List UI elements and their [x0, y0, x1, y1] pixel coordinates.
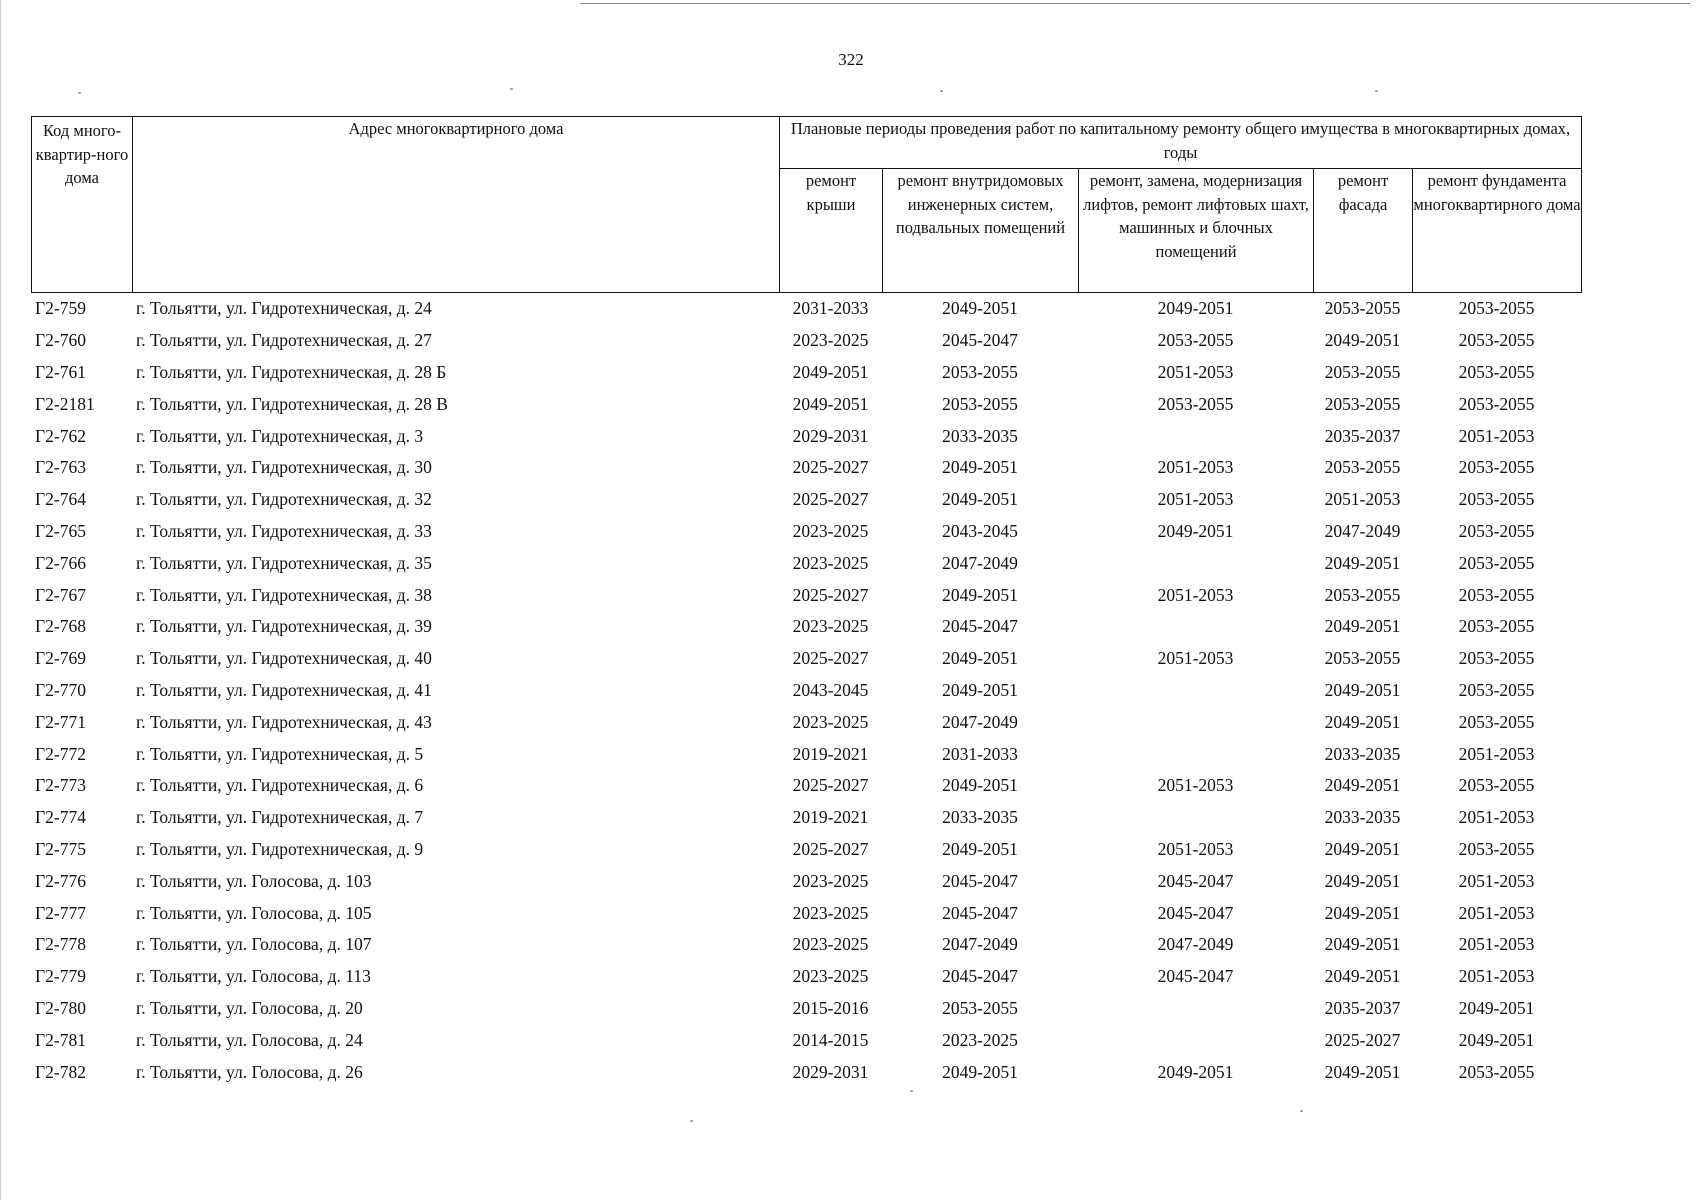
cell-facade: 2049-2051 [1324, 552, 1401, 573]
header-address: Адрес многоквартирного дома [133, 117, 780, 293]
cell-systems: 2053-2055 [942, 997, 1018, 1018]
cell-roof: 2029-2031 [792, 1061, 869, 1082]
cell-facade: 2035-2037 [1324, 997, 1401, 1018]
scan-speck [510, 88, 513, 90]
cell-foundation: 2051-2053 [1458, 743, 1535, 764]
cell-systems: 2045-2047 [942, 902, 1018, 923]
cell-roof: 2023-2025 [792, 520, 869, 541]
cell-systems: 2049-2051 [942, 648, 1018, 669]
cell-foundation: 2053-2055 [1458, 679, 1535, 700]
table-row [31, 834, 1581, 866]
cell-facade: 2035-2037 [1324, 425, 1401, 446]
cell-facade: 2049-2051 [1324, 711, 1401, 732]
cell-address: г. Тольятти, ул. Гидротехническая, д. 24 [136, 298, 432, 319]
cell-code: Г2-782 [35, 1061, 86, 1082]
cell-address: г. Тольятти, ул. Голосова, д. 26 [136, 1061, 363, 1082]
cell-address: г. Тольятти, ул. Гидротехническая, д. 3 [136, 425, 424, 446]
cell-systems: 2047-2049 [942, 934, 1018, 955]
cell-roof: 2015-2016 [792, 997, 869, 1018]
header-lifts: ремонт, замена, модернизация лифтов, ремонт лифтовых шахт, машинных и блочных помещений [1079, 169, 1314, 293]
scan-top-rule [580, 3, 1690, 4]
table-row [31, 802, 1581, 834]
cell-systems: 2053-2055 [942, 361, 1018, 382]
scan-speck [1300, 1110, 1303, 1112]
cell-lifts [1078, 420, 1313, 452]
cell-address: г. Тольятти, ул. Голосова, д. 103 [136, 870, 372, 891]
capital-repair-table [31, 116, 1582, 1088]
cell-address: г. Тольятти, ул. Гидротехническая, д. 33 [136, 520, 432, 541]
cell-roof: 2023-2025 [792, 902, 869, 923]
table-row [31, 579, 1581, 611]
cell-address: г. Тольятти, ул. Гидротехническая, д. 35 [136, 552, 432, 573]
cell-foundation: 2053-2055 [1458, 552, 1535, 573]
table-row [31, 325, 1581, 357]
cell-code: Г2-781 [35, 1029, 86, 1050]
cell-address: г. Тольятти, ул. Голосова, д. 113 [136, 966, 371, 987]
cell-code: Г2-778 [35, 934, 86, 955]
cell-systems: 2049-2051 [942, 584, 1018, 605]
cell-code: Г2-763 [35, 457, 86, 478]
cell-facade: 2049-2051 [1324, 330, 1401, 351]
cell-facade: 2033-2035 [1324, 743, 1401, 764]
header-planned-periods: Плановые периоды проведения работ по капитальному ремонту общего имущества в многоквартирных домах, годы [780, 117, 1582, 169]
cell-foundation: 2053-2055 [1458, 648, 1535, 669]
cell-roof: 2049-2051 [792, 393, 869, 414]
cell-roof: 2031-2033 [792, 298, 869, 319]
cell-lifts: 2051-2053 [1157, 775, 1234, 796]
cell-facade: 2053-2055 [1324, 361, 1401, 382]
cell-address: г. Тольятти, ул. Гидротехническая, д. 40 [136, 648, 432, 669]
cell-foundation: 2051-2053 [1458, 902, 1535, 923]
page-number: 322 [838, 50, 864, 69]
cell-code: Г2-779 [35, 966, 86, 987]
cell-roof: 2025-2027 [792, 489, 869, 510]
cell-code: Г2-774 [35, 807, 86, 828]
cell-roof: 2023-2025 [792, 616, 869, 637]
cell-roof: 2019-2021 [792, 743, 869, 764]
cell-code: Г2-762 [35, 425, 86, 446]
cell-address: г. Тольятти, ул. Гидротехническая, д. 30 [136, 457, 432, 478]
cell-lifts: 2053-2055 [1157, 330, 1234, 351]
cell-systems: 2049-2051 [942, 775, 1018, 796]
cell-lifts: 2053-2055 [1157, 393, 1234, 414]
cell-foundation: 2051-2053 [1458, 966, 1535, 987]
cell-systems: 2043-2045 [942, 520, 1018, 541]
cell-foundation: 2053-2055 [1458, 584, 1535, 605]
cell-facade: 2053-2055 [1324, 457, 1401, 478]
cell-facade: 2051-2053 [1324, 489, 1401, 510]
cell-lifts [1078, 547, 1313, 579]
cell-code: Г2-766 [35, 552, 86, 573]
cell-lifts: 2049-2051 [1157, 1061, 1234, 1082]
cell-lifts [1078, 993, 1313, 1025]
cell-foundation: 2053-2055 [1458, 838, 1535, 859]
cell-address: г. Тольятти, ул. Гидротехническая, д. 41 [136, 679, 432, 700]
cell-facade: 2033-2035 [1324, 807, 1401, 828]
cell-code: Г2-775 [35, 838, 86, 859]
table-row [31, 420, 1581, 452]
cell-foundation: 2051-2053 [1458, 425, 1535, 446]
table-body [31, 293, 1581, 1088]
cell-lifts: 2051-2053 [1157, 361, 1234, 382]
cell-systems: 2047-2049 [942, 552, 1018, 573]
cell-foundation: 2053-2055 [1458, 1061, 1535, 1082]
table-row [31, 611, 1581, 643]
cell-lifts [1078, 802, 1313, 834]
table-row [31, 929, 1581, 961]
scan-edge [0, 0, 1, 1200]
cell-facade: 2053-2055 [1324, 584, 1401, 605]
cell-foundation: 2053-2055 [1458, 489, 1535, 510]
cell-systems: 2031-2033 [942, 743, 1018, 764]
table-row [31, 643, 1581, 675]
cell-facade: 2053-2055 [1324, 648, 1401, 669]
cell-lifts: 2051-2053 [1157, 838, 1234, 859]
cell-roof: 2029-2031 [792, 425, 869, 446]
cell-systems: 2045-2047 [942, 330, 1018, 351]
scan-speck [940, 90, 943, 92]
cell-roof: 2025-2027 [792, 457, 869, 478]
cell-roof: 2023-2025 [792, 711, 869, 732]
table-row [31, 388, 1581, 420]
header-facade: ремонт фасада [1314, 169, 1413, 293]
cell-foundation: 2053-2055 [1458, 775, 1535, 796]
cell-foundation: 2051-2053 [1458, 870, 1535, 891]
cell-address: г. Тольятти, ул. Гидротехническая, д. 32 [136, 489, 432, 510]
table-row [31, 738, 1581, 770]
cell-roof: 2023-2025 [792, 966, 869, 987]
cell-lifts: 2051-2053 [1157, 457, 1234, 478]
cell-systems: 2049-2051 [942, 489, 1018, 510]
cell-systems: 2049-2051 [942, 679, 1018, 700]
cell-lifts: 2051-2053 [1157, 489, 1234, 510]
cell-roof: 2019-2021 [792, 807, 869, 828]
table-row [31, 865, 1581, 897]
cell-address: г. Тольятти, ул. Гидротехническая, д. 38 [136, 584, 432, 605]
cell-foundation: 2053-2055 [1458, 298, 1535, 319]
table-row [31, 897, 1581, 929]
cell-foundation: 2053-2055 [1458, 330, 1535, 351]
cell-lifts: 2047-2049 [1157, 934, 1234, 955]
cell-foundation: 2053-2055 [1458, 520, 1535, 541]
cell-address: г. Тольятти, ул. Голосова, д. 24 [136, 1029, 363, 1050]
cell-code: Г2-769 [35, 648, 86, 669]
cell-facade: 2049-2051 [1324, 775, 1401, 796]
cell-lifts: 2051-2053 [1157, 584, 1234, 605]
cell-code: Г2-761 [35, 361, 86, 382]
cell-facade: 2049-2051 [1324, 679, 1401, 700]
cell-code: Г2-771 [35, 711, 86, 732]
cell-systems: 2053-2055 [942, 393, 1018, 414]
cell-systems: 2023-2025 [942, 1029, 1018, 1050]
table-row [31, 452, 1581, 484]
cell-code: Г2-773 [35, 775, 86, 796]
scan-speck [910, 1090, 913, 1092]
cell-systems: 2047-2049 [942, 711, 1018, 732]
cell-facade: 2049-2051 [1324, 616, 1401, 637]
cell-roof: 2023-2025 [792, 552, 869, 573]
cell-foundation: 2051-2053 [1458, 807, 1535, 828]
cell-lifts: 2045-2047 [1157, 966, 1234, 987]
header-code: Код много-квартир-ного дома [32, 117, 133, 293]
table-row [31, 516, 1581, 548]
cell-facade: 2047-2049 [1324, 520, 1401, 541]
cell-address: г. Тольятти, ул. Голосова, д. 105 [136, 902, 372, 923]
cell-facade: 2049-2051 [1324, 838, 1401, 859]
cell-lifts: 2045-2047 [1157, 902, 1234, 923]
cell-code: Г2-772 [35, 743, 86, 764]
cell-lifts: 2049-2051 [1157, 520, 1234, 541]
cell-code: Г2-760 [35, 330, 86, 351]
cell-foundation: 2053-2055 [1458, 711, 1535, 732]
cell-code: Г2-768 [35, 616, 86, 637]
header-foundation: ремонт фундамента многоквартирного дома [1413, 169, 1582, 293]
cell-roof: 2049-2051 [792, 361, 869, 382]
cell-systems: 2049-2051 [942, 457, 1018, 478]
cell-systems: 2033-2035 [942, 807, 1018, 828]
cell-systems: 2033-2035 [942, 425, 1018, 446]
cell-roof: 2023-2025 [792, 330, 869, 351]
cell-foundation: 2053-2055 [1458, 361, 1535, 382]
table-row [31, 547, 1581, 579]
cell-facade: 2049-2051 [1324, 870, 1401, 891]
cell-code: Г2-765 [35, 520, 86, 541]
cell-address: г. Тольятти, ул. Гидротехническая, д. 6 [136, 775, 424, 796]
cell-systems: 2045-2047 [942, 616, 1018, 637]
cell-facade: 2049-2051 [1324, 1061, 1401, 1082]
cell-address: г. Тольятти, ул. Гидротехническая, д. 5 [136, 743, 424, 764]
cell-foundation: 2049-2051 [1458, 997, 1535, 1018]
cell-lifts: 2051-2053 [1157, 648, 1234, 669]
cell-code: Г2-2181 [35, 393, 95, 414]
scan-speck [1375, 90, 1378, 92]
cell-code: Г2-764 [35, 489, 86, 510]
cell-foundation: 2053-2055 [1458, 616, 1535, 637]
table-row [31, 357, 1581, 389]
cell-address: г. Тольятти, ул. Гидротехническая, д. 28 Б [136, 361, 447, 382]
cell-lifts [1078, 706, 1313, 738]
cell-address: г. Тольятти, ул. Голосова, д. 20 [136, 997, 363, 1018]
cell-systems: 2049-2051 [942, 838, 1018, 859]
cell-foundation: 2049-2051 [1458, 1029, 1535, 1050]
cell-foundation: 2051-2053 [1458, 934, 1535, 955]
cell-address: г. Тольятти, ул. Гидротехническая, д. 27 [136, 330, 432, 351]
table-row [31, 993, 1581, 1025]
table-row [31, 293, 1581, 325]
cell-lifts [1078, 738, 1313, 770]
cell-code: Г2-759 [35, 298, 86, 319]
cell-code: Г2-780 [35, 997, 86, 1018]
table-row [31, 770, 1581, 802]
cell-roof: 2043-2045 [792, 679, 869, 700]
cell-foundation: 2053-2055 [1458, 393, 1535, 414]
cell-facade: 2025-2027 [1324, 1029, 1401, 1050]
cell-roof: 2025-2027 [792, 775, 869, 796]
cell-address: г. Тольятти, ул. Гидротехническая, д. 28 В [136, 393, 448, 414]
cell-address: г. Тольятти, ул. Гидротехническая, д. 7 [136, 807, 424, 828]
cell-facade: 2049-2051 [1324, 934, 1401, 955]
cell-address: г. Тольятти, ул. Гидротехническая, д. 39 [136, 616, 432, 637]
cell-address: г. Тольятти, ул. Гидротехническая, д. 43 [136, 711, 432, 732]
cell-facade: 2049-2051 [1324, 966, 1401, 987]
table-row [31, 961, 1581, 993]
cell-lifts: 2045-2047 [1157, 870, 1234, 891]
cell-roof: 2023-2025 [792, 870, 869, 891]
table-row [31, 1024, 1581, 1056]
cell-systems: 2045-2047 [942, 870, 1018, 891]
cell-roof: 2025-2027 [792, 584, 869, 605]
cell-roof: 2025-2027 [792, 648, 869, 669]
header-roof: ремонт крыши [780, 169, 883, 293]
cell-systems: 2049-2051 [942, 298, 1018, 319]
cell-foundation: 2053-2055 [1458, 457, 1535, 478]
table-row [31, 675, 1581, 707]
table-row [31, 706, 1581, 738]
cell-roof: 2014-2015 [792, 1029, 869, 1050]
cell-systems: 2045-2047 [942, 966, 1018, 987]
cell-lifts: 2049-2051 [1157, 298, 1234, 319]
cell-facade: 2049-2051 [1324, 902, 1401, 923]
cell-code: Г2-767 [35, 584, 86, 605]
cell-roof: 2025-2027 [792, 838, 869, 859]
cell-address: г. Тольятти, ул. Голосова, д. 107 [136, 934, 372, 955]
scan-speck [690, 1120, 693, 1122]
cell-lifts [1078, 675, 1313, 707]
cell-lifts [1078, 611, 1313, 643]
cell-roof: 2023-2025 [792, 934, 869, 955]
cell-code: Г2-777 [35, 902, 86, 923]
header-systems: ремонт внутридомовых инженерных систем, подвальных помещений [883, 169, 1079, 293]
cell-facade: 2053-2055 [1324, 393, 1401, 414]
cell-lifts [1078, 1024, 1313, 1056]
table-row [31, 1056, 1581, 1088]
cell-facade: 2053-2055 [1324, 298, 1401, 319]
table-header [31, 116, 1582, 293]
cell-code: Г2-776 [35, 870, 86, 891]
table-row [31, 484, 1581, 516]
cell-systems: 2049-2051 [942, 1061, 1018, 1082]
cell-code: Г2-770 [35, 679, 86, 700]
cell-address: г. Тольятти, ул. Гидротехническая, д. 9 [136, 838, 424, 859]
scan-speck [78, 92, 81, 94]
